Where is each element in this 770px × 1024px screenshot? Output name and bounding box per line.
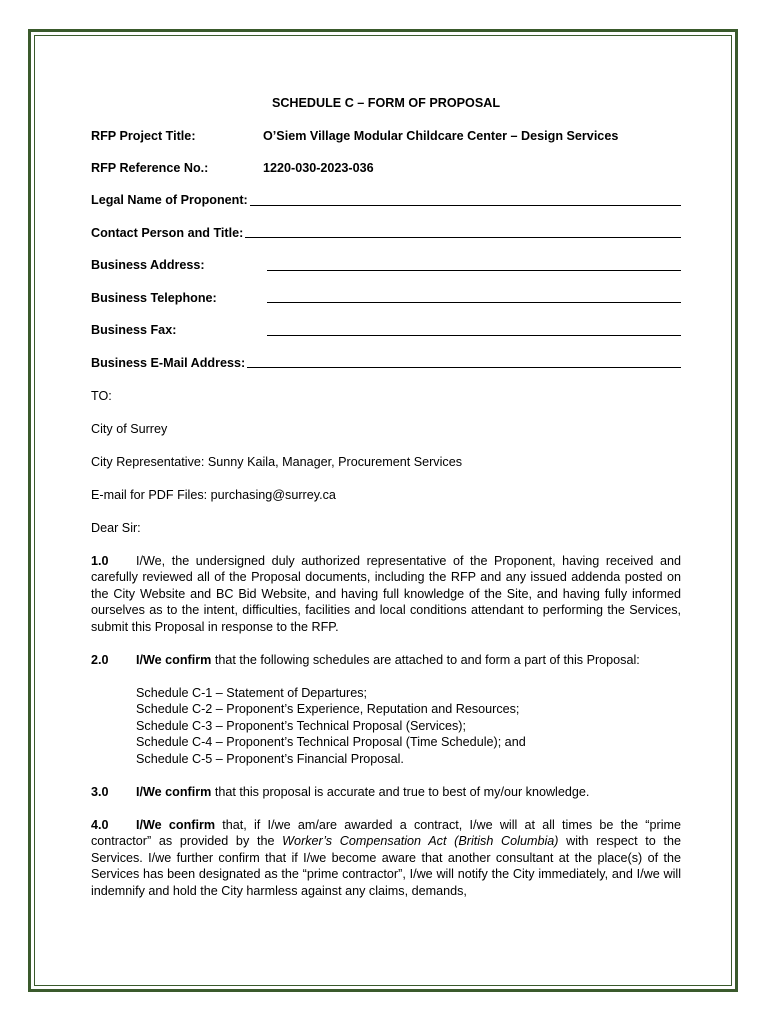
contact-person-label: Contact Person and Title: bbox=[91, 225, 244, 240]
paragraph-3-bold: I/We confirm bbox=[136, 784, 212, 799]
legal-name-label: Legal Name of Proponent: bbox=[91, 193, 248, 207]
rfp-title-row bbox=[91, 128, 681, 144]
paragraph-4-number: 4.0 bbox=[91, 817, 109, 832]
paragraph-3-number: 3.0 bbox=[91, 784, 109, 799]
business-address-line[interactable] bbox=[267, 269, 681, 271]
document-content bbox=[91, 95, 681, 916]
paragraph-1-number: 1.0 bbox=[91, 553, 109, 568]
business-telephone-line[interactable] bbox=[267, 301, 681, 303]
list-item: Schedule C-4 – Proponent’s Technical Proposal (Time Schedule); and bbox=[136, 735, 526, 749]
business-fax-label: Business Fax: bbox=[91, 323, 177, 337]
paragraph-4-text-b: with respect to the Services. I/we further confirm that if I/we become aware that another consultant at the place(s) of the Services has been designated as the “prime contractor”, I/we will notify the City immediately, and I/we will indemnify and hold the City harmless against any claims, demands, bbox=[91, 834, 682, 898]
to-line: TO: bbox=[91, 388, 112, 403]
representative-line: City Representative: Sunny Kaila, Manager, Procurement Services bbox=[91, 454, 462, 469]
business-email-line[interactable] bbox=[247, 366, 681, 368]
list-item: Schedule C-3 – Proponent’s Technical Proposal (Services); bbox=[136, 718, 466, 733]
business-telephone-field[interactable] bbox=[91, 290, 681, 306]
list-item: Schedule C-5 – Proponent’s Financial Proposal. bbox=[136, 751, 404, 766]
contact-person-field[interactable] bbox=[91, 225, 681, 241]
paragraph-4-bold: I/We confirm bbox=[136, 817, 216, 832]
legal-name-line[interactable] bbox=[250, 204, 681, 206]
business-address-label: Business Address: bbox=[91, 258, 205, 272]
business-telephone-label: Business Telephone: bbox=[91, 290, 217, 305]
paragraph-4-text-a: that, if I/we am/are awarded a contract, I/we will at all times be the “prime contractor” as provided by the bbox=[91, 817, 681, 848]
paragraph-4 bbox=[91, 817, 681, 900]
business-fax-line[interactable] bbox=[267, 334, 681, 336]
business-fax-field[interactable] bbox=[91, 323, 681, 339]
paragraph-1-text: I/We, the undersigned duly authorized representative of the Proponent, having received and carefully reviewed all of the Proposal documents, including the RFP and any issued addenda posted on the City Website and BC Bid Website, and having full knowledge of the Site, and having fully informed ourselves as to the intent, difficulties, facilities and local conditions attendant to performing the Services, submit this Proposal in response to the RFP. bbox=[91, 553, 681, 634]
paragraph-2-text: that the following schedules are attached to and form a part of this Proposal: bbox=[211, 652, 640, 667]
paragraph-1 bbox=[91, 553, 681, 636]
email-line: E-mail for PDF Files: purchasing@surrey.ca bbox=[91, 487, 336, 502]
salutation: Dear Sir: bbox=[91, 520, 141, 535]
paragraph-2-number: 2.0 bbox=[91, 652, 109, 667]
city-line: City of Surrey bbox=[91, 421, 168, 436]
paragraph-2 bbox=[91, 652, 681, 669]
business-email-field[interactable] bbox=[91, 355, 681, 371]
list-item: Schedule C-2 – Proponent’s Experience, Reputation and Resources; bbox=[136, 702, 520, 716]
rfp-ref-label: RFP Reference No.: bbox=[91, 161, 209, 175]
document-title: SCHEDULE C – FORM OF PROPOSAL bbox=[271, 96, 501, 110]
schedule-list bbox=[136, 685, 681, 768]
paragraph-2-bold: I/We confirm bbox=[136, 652, 212, 667]
legal-name-field[interactable] bbox=[91, 193, 681, 209]
rfp-title-label: RFP Project Title: bbox=[91, 128, 196, 143]
business-address-field[interactable] bbox=[91, 258, 681, 274]
paragraph-3-text: that this proposal is accurate and true to best of my/our knowledge. bbox=[211, 784, 590, 799]
rfp-ref-value: 1220-030-2023-036 bbox=[263, 161, 374, 175]
rfp-title-value: O’Siem Village Modular Childcare Center – Design Services bbox=[263, 128, 619, 143]
business-email-label: Business E-Mail Address: bbox=[91, 355, 246, 370]
paragraph-4-act-title: Worker’s Compensation Act (British Columbia) bbox=[282, 834, 559, 848]
contact-person-line[interactable] bbox=[245, 236, 681, 238]
list-item: Schedule C-1 – Statement of Departures; bbox=[136, 685, 368, 700]
paragraph-3 bbox=[91, 784, 681, 801]
rfp-ref-row bbox=[91, 160, 681, 176]
